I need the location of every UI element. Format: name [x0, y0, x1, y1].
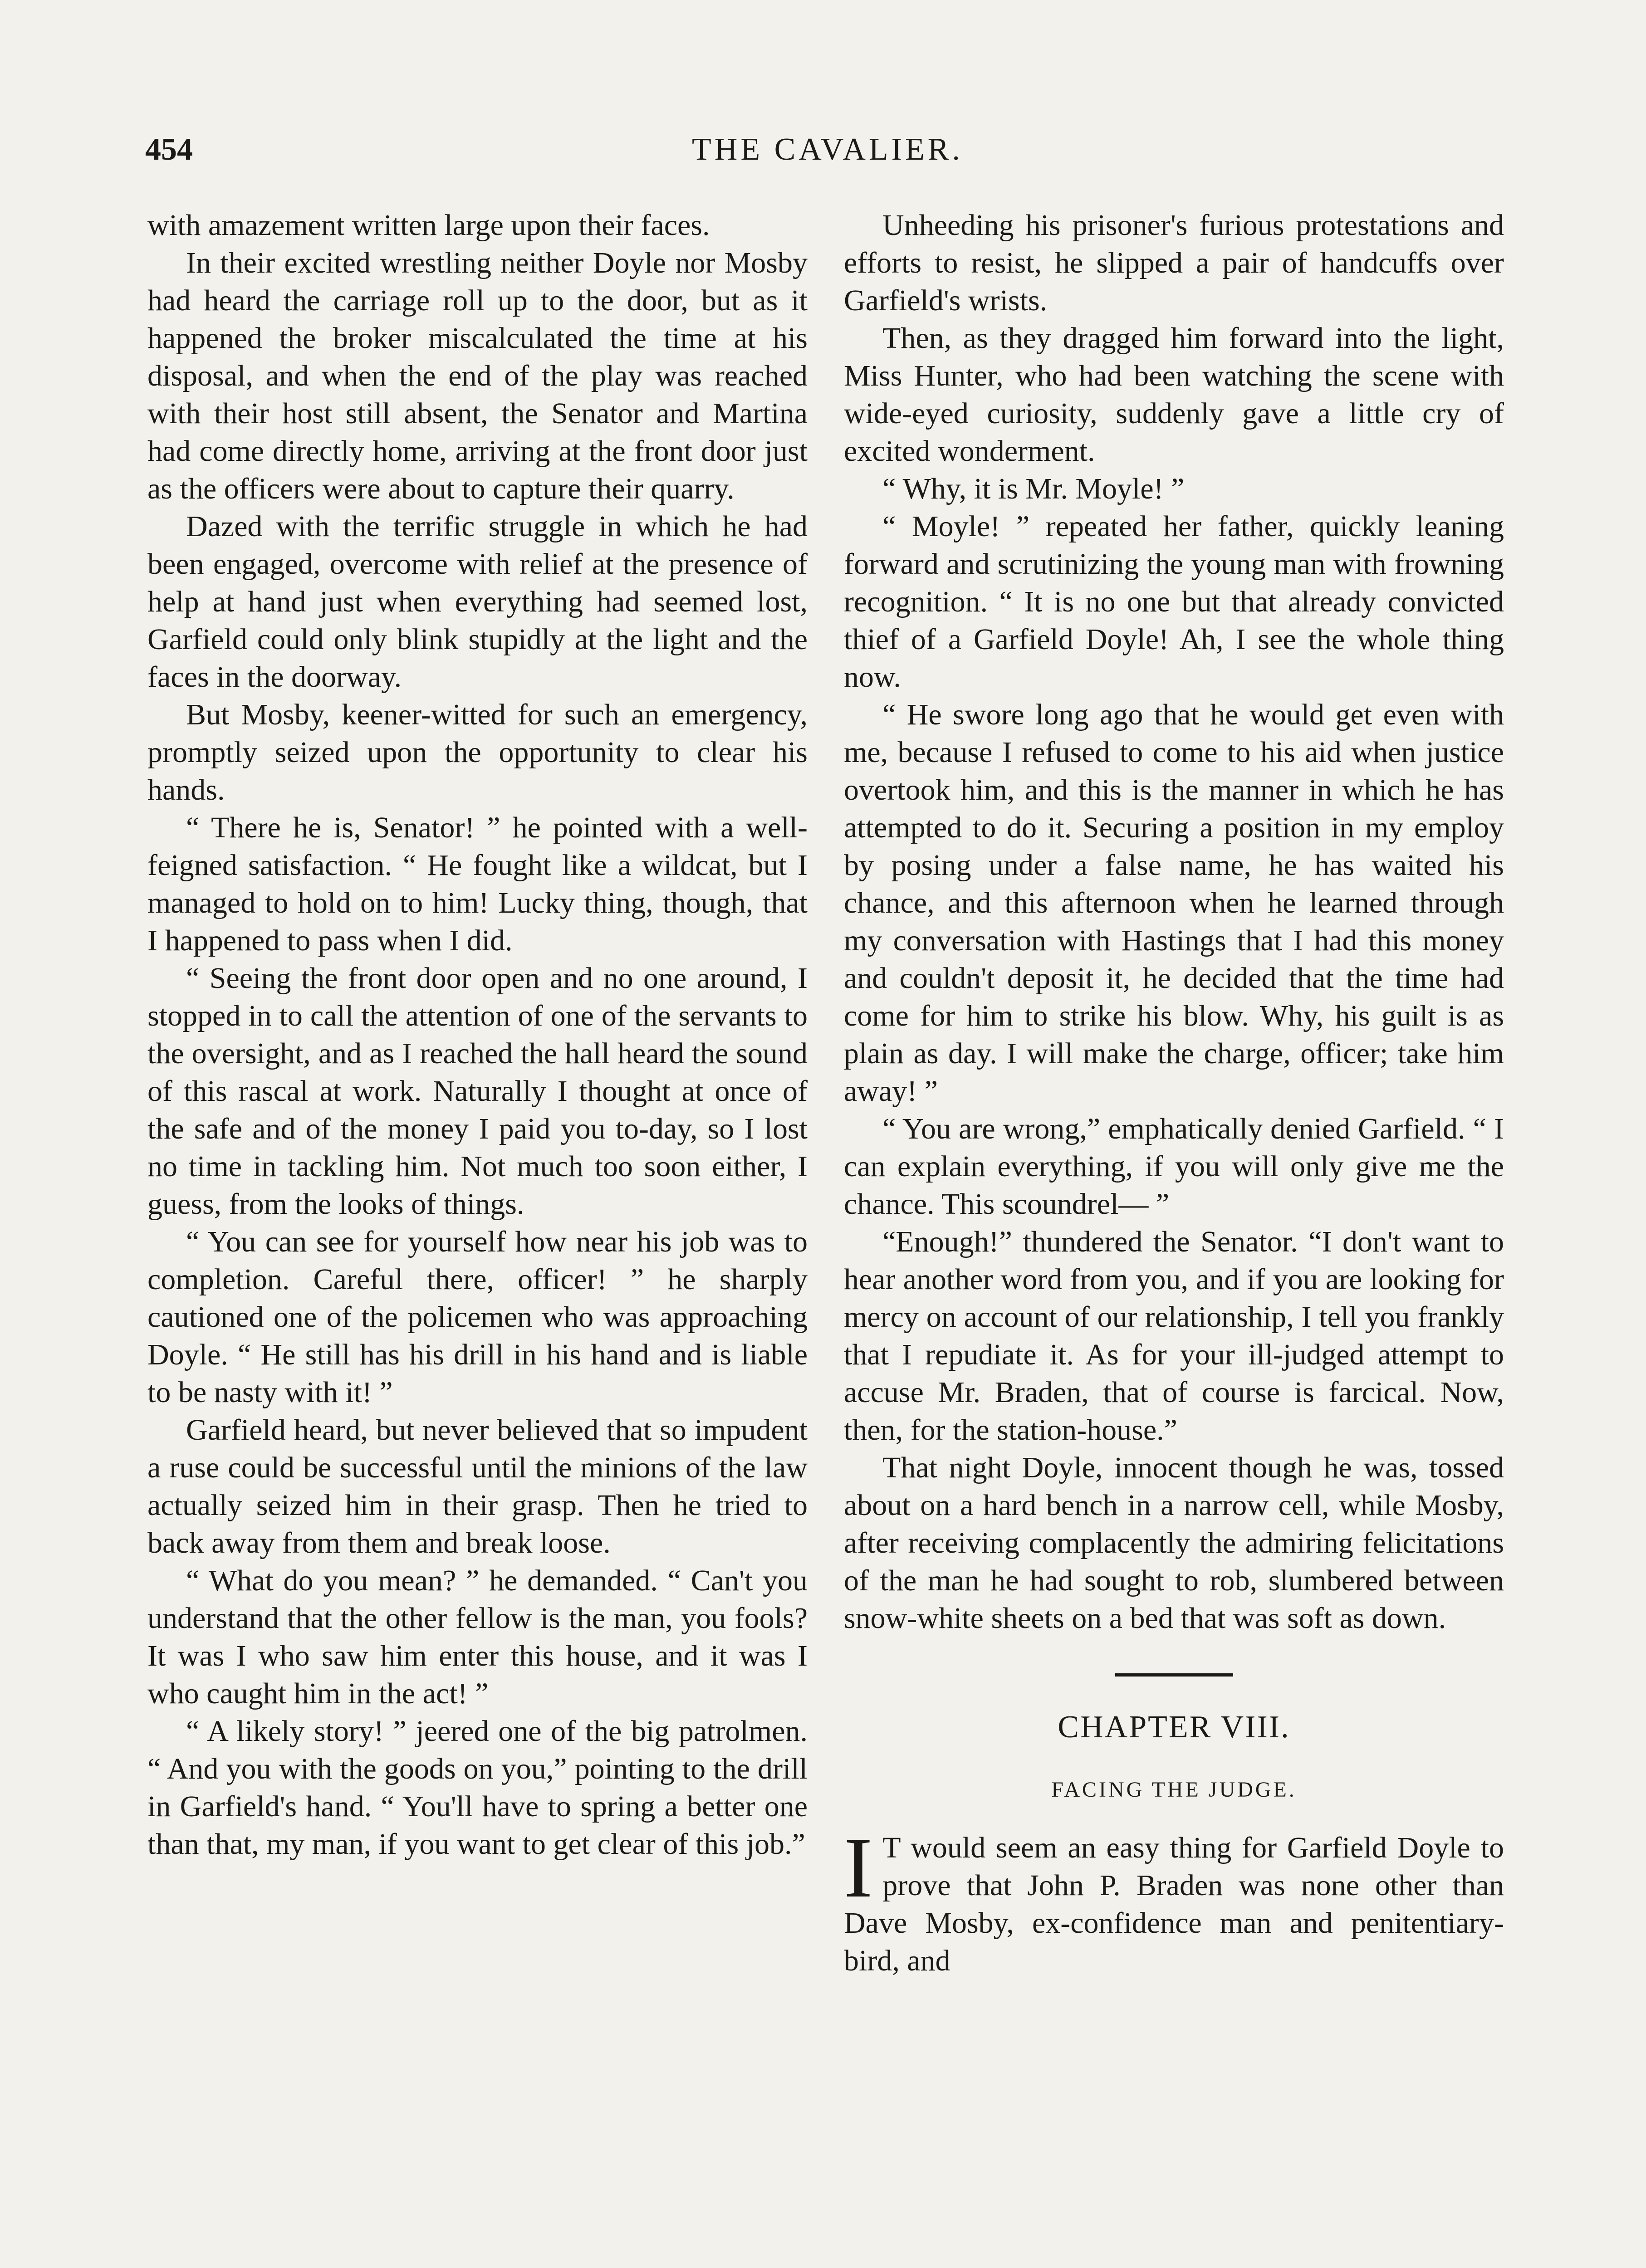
paragraph: “ A likely story! ” jeered one of the big patrolmen. “ And you with the goods on you,” pointing to the drill in Garfield's hand. “ You'll have to spring a better one than that, my man, if you want to get clear of this job.”: [147, 1715, 808, 1861]
paragraph: “ There he is, Senator! ” he pointed with a well-feigned satisfaction. “ He fought like a wildcat, but I managed to hold on to him! Lucky thing, though, that I happened to pass when I did.: [147, 811, 808, 957]
page-number: 454: [145, 132, 193, 167]
section-divider: [1115, 1673, 1233, 1677]
paragraph: with amazement written large upon their faces.: [147, 209, 710, 242]
paragraph: “ Seeing the front door open and no one around, I stopped in to call the attention of one of the servants to the oversight, and as I reached the hall heard the sound of this rascal at work. Naturally I thought at once of the safe and of the money I paid you to-day, so I lost no time in tackling him. Not much too soon either, I guess, from the looks of things.: [147, 962, 808, 1221]
chapter-heading: CHAPTER VIII.: [1058, 1710, 1290, 1745]
paragraph: “ Moyle! ” repeated her father, quickly leaning forward and scrutinizing the young man with frowning recognition. “ It is no one but that already convicted thief of a Garfield Doyle! Ah, I see the whole thing now.: [844, 510, 1504, 694]
paragraph: In their excited wrestling neither Doyle nor Mosby had heard the carriage roll up to the door, but as it happened the broker miscalculated the time at his disposal, and when the end of the play was reached with their host still absent, the Senator and Martina had come directly home, arriving at the front door just as the officers were about to capture their quarry.: [147, 246, 808, 505]
paragraph: “ You are wrong,” emphatically denied Garfield. “ I can explain everything, if you will only give me the chance. This scoundrel— ”: [844, 1112, 1504, 1221]
paragraph: “ You can see for yourself how near his job was to completion. Careful there, officer! ” he sharply cautioned one of the policemen who was approaching Doyle. “ He still has his drill in his hand and is liable to be nasty with it! ”: [147, 1225, 808, 1409]
right-column: [844, 206, 1504, 2268]
left-column: [147, 206, 808, 2268]
chapter-subtitle: FACING THE JUDGE.: [1051, 1778, 1297, 1802]
paragraph: Dazed with the terrific struggle in which he had been engaged, overcome with relief at the presence of help at hand just when everything had seemed lost, Garfield could only blink stupidly at the light and the faces in the doorway.: [147, 510, 808, 694]
drop-cap: I: [844, 1820, 873, 1916]
page-header: [145, 132, 1510, 172]
paragraph: “ What do you mean? ” he demanded. “ Can't you understand that the other fellow is the man, you fools? It was I who saw him enter this house, and it was I who caught him in the act! ”: [147, 1564, 808, 1710]
paragraph: But Mosby, keener-witted for such an emergency, promptly seized upon the opportunity to clear his hands.: [147, 698, 808, 807]
running-head: THE CAVALIER.: [692, 132, 963, 167]
paragraph: Then, as they dragged him forward into the light, Miss Hunter, who had been watching the scene with wide-eyed curiosity, suddenly gave a little cry of excited wonderment.: [844, 322, 1504, 468]
paragraph: “Enough!” thundered the Senator. “I don't want to hear another word from you, and if you are looking for mercy on account of our relationship, I tell you frankly that I repudiate it. As for your ill-judged attempt to accuse Mr. Braden, that of course is farcical. Now, then, for the station-house.”: [844, 1225, 1504, 1447]
paragraph: Unheeding his prisoner's furious protestations and efforts to resist, he slipped a pair of handcuffs over Garfield's wrists.: [844, 209, 1504, 317]
chapter-opening-text: T would seem an easy thing for Garfield Doyle to prove that John P. Braden was none other than Dave Mosby, ex-confidence man and penitentiary-bird, and: [844, 1831, 1504, 1977]
paragraph: Garfield heard, but never believed that so impudent a ruse could be successful until the minions of the law actually seized him in their grasp. Then he tried to back away from them and break loose.: [147, 1413, 808, 1559]
chapter-opening: [844, 1820, 1504, 1980]
paragraph: That night Doyle, innocent though he was, tossed about on a hard bench in a narrow cell, while Mosby, after receiving complacently the admiring felicitations of the man he had sought to rob, slumbered between snow-white sheets on a bed that was soft as down.: [844, 1451, 1504, 1635]
paragraph: “ He swore long ago that he would get even with me, because I refused to come to his aid when justice overtook him, and this is the manner in which he has attempted to do it. Securing a position in my employ by posing under a false name, he has waited his chance, and this afternoon when he learned through my conversation with Hastings that I had this money and couldn't deposit it, he decided that the time had come for him to strike his blow. Why, his guilt is as plain as day. I will make the charge, officer; take him away! ”: [844, 698, 1504, 1108]
paragraph: “ Why, it is Mr. Moyle! ”: [882, 472, 1185, 505]
